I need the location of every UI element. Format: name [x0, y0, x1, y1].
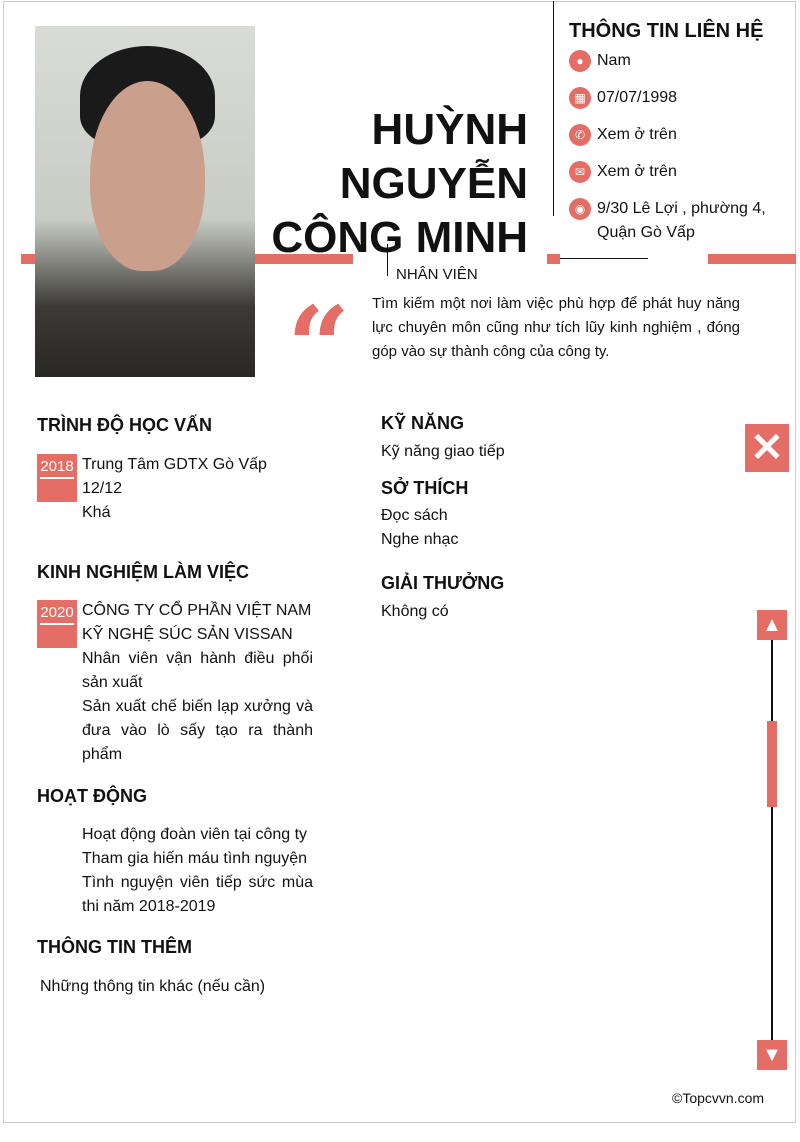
contact-phone — [569, 123, 677, 147]
divider — [560, 258, 648, 259]
hobby-list — [381, 504, 458, 552]
user-icon: ● — [569, 50, 591, 72]
awards-title: GIẢI THƯỞNG — [381, 573, 505, 593]
name-line: CÔNG MINH — [271, 213, 528, 262]
calendar-icon: ▦ — [569, 87, 591, 109]
phone-icon: ✆ — [569, 124, 591, 146]
phone-text: Xem ở trên — [597, 126, 677, 143]
role: Nhân viên vận hành điều phối sản xuất — [82, 650, 313, 691]
full-name — [128, 103, 528, 265]
gender-text: Nam — [597, 52, 631, 69]
education-year — [37, 454, 77, 502]
accent-bar — [21, 254, 35, 264]
divider — [553, 1, 554, 216]
company: CÔNG TY CỔ PHẦN VIỆT NAM KỸ NGHỆ SÚC SẢN VISSAN — [82, 602, 312, 643]
contact-dob — [569, 86, 677, 110]
extra-text: Những thông tin khác (nếu cần) — [40, 978, 266, 995]
description: Sản xuất chế biến lạp xưởng và đưa vào lò sấy tạo ra thành phẩm — [82, 698, 313, 763]
skill-item: Kỹ năng giao tiếp — [381, 443, 505, 460]
email-text: Xem ở trên — [597, 163, 677, 180]
activities-list — [82, 823, 313, 919]
scrollbar-thumb[interactable] — [767, 721, 777, 807]
scrollbar-track[interactable] — [771, 640, 773, 1040]
year-text: 2018 — [40, 457, 73, 479]
scroll-down-button[interactable]: ▼ — [757, 1040, 787, 1070]
grade: 12/12 — [82, 480, 123, 497]
activity-item: Tham gia hiến máu tình nguyện — [82, 850, 308, 867]
activities-title: HOẠT ĐỘNG — [37, 786, 147, 806]
extra-title: THÔNG TIN THÊM — [37, 937, 192, 957]
accent-bar — [708, 254, 796, 264]
name-line: NGUYỄN — [339, 159, 528, 208]
activity-item: Hoạt động đoàn viên tại công ty — [82, 826, 308, 843]
address-text: 9/30 Lê Lợi , phường 4, Quận Gò Vấp — [597, 200, 766, 241]
hobbies-title: SỞ THÍCH — [381, 478, 469, 498]
education-title: TRÌNH ĐỘ HỌC VẤN — [37, 415, 212, 435]
career-objective: Tìm kiếm một nơi làm việc phù hợp để phát huy năng lực chuyên môn cũng như tích lũy kinh nghiệm , đóng góp vào sự thành công của công ty. — [372, 295, 740, 360]
education-details — [82, 453, 267, 525]
experience-year — [37, 600, 77, 648]
quote-icon: “ — [287, 282, 351, 411]
dob-text: 07/07/1998 — [597, 89, 678, 106]
awards-text: Không có — [381, 603, 449, 620]
school: Trung Tâm GDTX Gò Vấp — [82, 456, 267, 473]
hobby-item: Nghe nhạc — [381, 531, 459, 548]
email-icon: ✉ — [569, 161, 591, 183]
experience-details — [82, 599, 313, 767]
close-button[interactable]: ✕ — [745, 424, 789, 472]
experience-title: KINH NGHIỆM LÀM VIỆC — [37, 562, 250, 582]
rank: Khá — [82, 504, 111, 521]
location-icon: ◉ — [569, 198, 591, 220]
scroll-up-button[interactable]: ▲ — [757, 610, 787, 640]
hobby-item: Đọc sách — [381, 507, 448, 524]
name-line: HUỲNH — [371, 105, 528, 154]
contact-address — [569, 197, 769, 245]
footer-copyright: ©Topcvvn.com — [672, 1090, 765, 1106]
contact-gender — [569, 49, 631, 73]
year-text: 2020 — [40, 603, 73, 625]
activity-item: Tình nguyện viên tiếp sức mùa thi năm 2018-2019 — [82, 874, 313, 915]
job-position: NHÂN VIÊN — [396, 266, 478, 283]
contact-email — [569, 160, 677, 184]
accent-bar — [547, 254, 560, 264]
contact-title: THÔNG TIN LIÊN HỆ — [569, 20, 764, 42]
skills-title: KỸ NĂNG — [381, 413, 465, 433]
